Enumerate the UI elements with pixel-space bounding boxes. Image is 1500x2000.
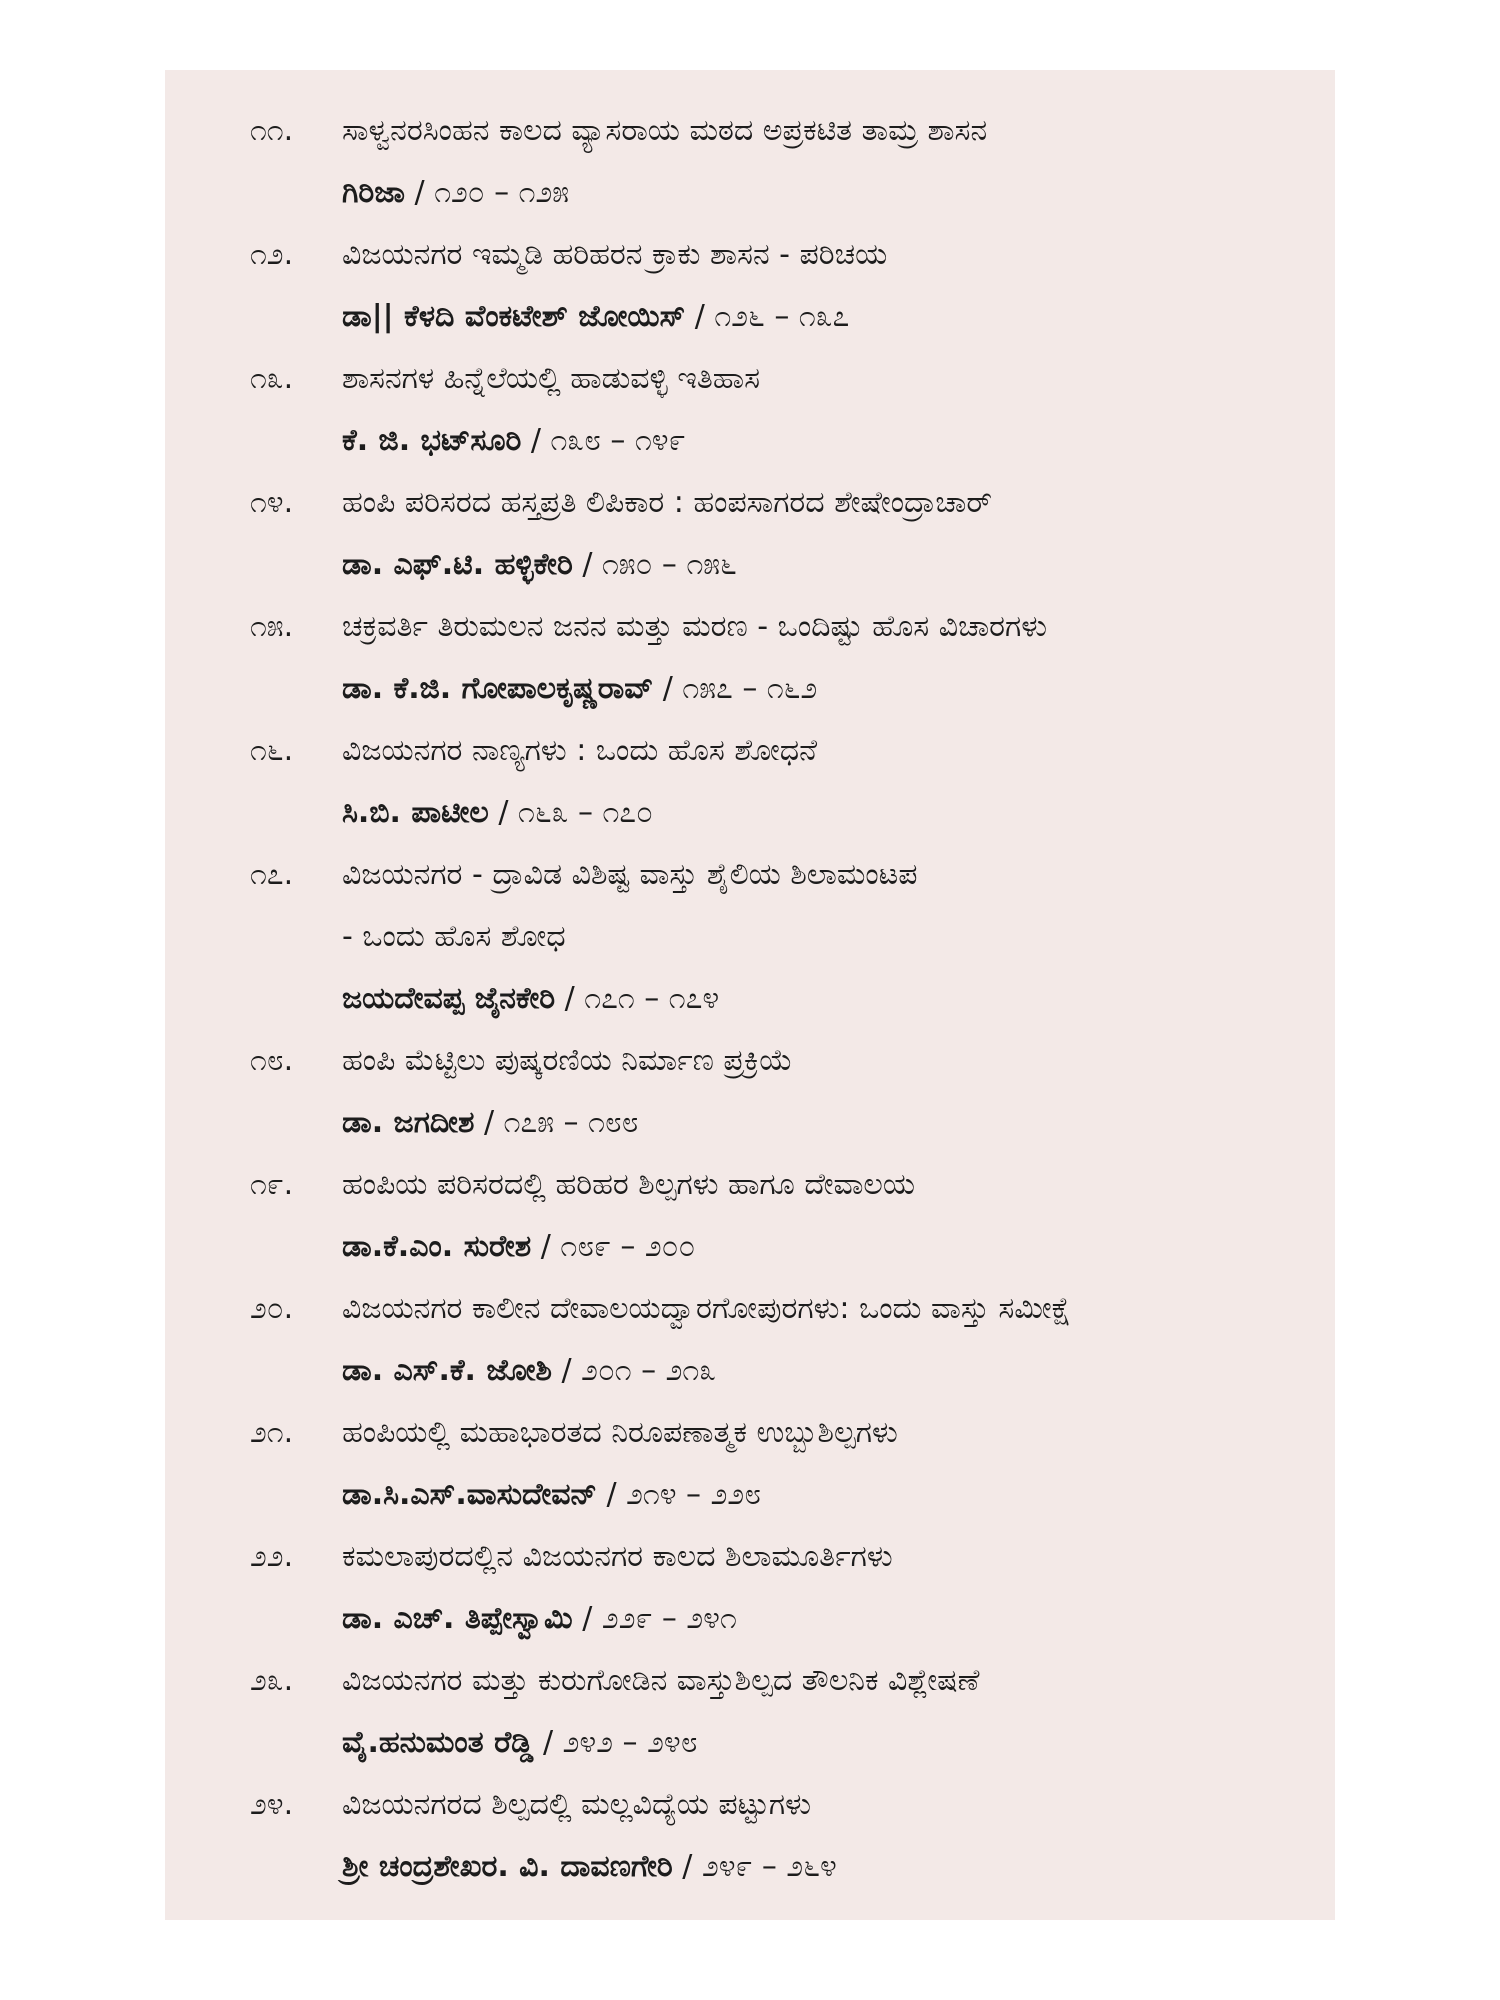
entry-number: ೧೫. [250, 609, 294, 644]
separator: / [653, 671, 683, 706]
entry-author-line [342, 658, 1310, 720]
entry-body [342, 1402, 1310, 1526]
entry-body [342, 1278, 1310, 1402]
entry-title: ಸಾಳ್ವನರಸಿಂಹನ ಕಾಲದ ವ್ಯಾಸರಾಯ ಮಠದ ಅಪ್ರಕಟಿತ ತಾಮ್ರ ಶಾಸನ [342, 113, 988, 148]
entry-body [342, 1774, 1310, 1898]
toc-entry [250, 348, 1310, 472]
entry-number: ೧೩. [250, 361, 294, 396]
entry-number: ೧೧. [250, 113, 294, 148]
entry-title: ಶಾಸನಗಳ ಹಿನ್ನೆಲೆಯಲ್ಲಿ ಹಾಡುವಳ್ಳಿ ಇತಿಹಾಸ [342, 361, 761, 396]
page-range: ೨೦೧ – ೨೧೩ [581, 1353, 717, 1388]
entry-title: ಹಂಪಿಯ ಪರಿಸರದಲ್ಲಿ ಹರಿಹರ ಶಿಲ್ಪಗಳು ಹಾಗೂ ದೇವಾಲಯ [342, 1167, 915, 1202]
page-range: ೧೬೩ – ೧೭೦ [518, 795, 653, 830]
entry-body [342, 100, 1310, 224]
entry-body [342, 1154, 1310, 1278]
entry-title: ವಿಜಯನಗರ ಕಾಲೀನ ದೇವಾಲಯದ್ವಾರಗೋಪುರಗಳು: ಒಂದು ವಾಸ್ತು ಸಮೀಕ್ಷೆ [342, 1291, 1071, 1326]
separator: / [405, 175, 435, 210]
entry-title: ವಿಜಯನಗರ - ದ್ರಾವಿಡ ವಿಶಿಷ್ಟ ವಾಸ್ತು ಶೈಲಿಯ ಶಿಲಾಮಂಟಪ [342, 857, 918, 892]
separator: / [672, 1849, 702, 1884]
entry-author-line [342, 1464, 1310, 1526]
separator: / [555, 981, 585, 1016]
author-name: ಡಾ. ಎಚ್. ತಿಪ್ಪೇಸ್ವಾಮಿ [342, 1601, 573, 1636]
author-name: ವೈ.ಹನುಮಂತ ರೆಡ್ಡಿ [342, 1725, 534, 1760]
entry-title: ಚಕ್ರವರ್ತಿ ತಿರುಮಲನ ಜನನ ಮತ್ತು ಮರಣ - ಒಂದಿಷ್ಟು ಹೊಸ ವಿಚಾರಗಳು [342, 609, 1048, 644]
entry-body [342, 348, 1310, 472]
entry-body [342, 844, 1310, 1030]
author-name: ಡಾ|| ಕೆಳದಿ ವೆಂಕಟೇಶ್ ಜೋಯಿಸ್ [342, 299, 686, 334]
toc-entry [250, 844, 1310, 1030]
separator: / [531, 1229, 561, 1264]
entry-title: ಹಂಪಿಯಲ್ಲಿ ಮಹಾಭಾರತದ ನಿರೂಪಣಾತ್ಮಕ ಉಬ್ಬುಶಿಲ್ಪಗಳು [342, 1415, 898, 1450]
separator: / [474, 1105, 504, 1140]
entry-author-line [342, 968, 1310, 1030]
entry-title: ಕಮಲಾಪುರದಲ್ಲಿನ ವಿಜಯನಗರ ಕಾಲದ ಶಿಲಾಮೂರ್ತಿಗಳು [342, 1539, 893, 1574]
entry-author-line [342, 410, 1310, 472]
author-name: ಗಿರಿಜಾ [342, 175, 405, 210]
author-name: ಡಾ. ಎಸ್.ಕೆ. ಜೋಶಿ [342, 1353, 552, 1388]
entry-body [342, 1526, 1310, 1650]
entry-number: ೨೩. [250, 1663, 294, 1698]
page-range: ೨೧೪ – ೨೨೮ [626, 1477, 761, 1512]
author-name: ಡಾ. ಕೆ.ಜಿ. ಗೋಪಾಲಕೃಷ್ಣರಾವ್ [342, 671, 654, 706]
entry-author-line [342, 1712, 1310, 1774]
entry-number: ೧೬. [250, 733, 294, 768]
page-range: ೧೨೦ – ೧೨೫ [434, 175, 570, 210]
entry-number: ೧೮. [250, 1043, 294, 1078]
entry-title: ಹಂಪಿ ಪರಿಸರದ ಹಸ್ತಪ್ರತಿ ಲಿಪಿಕಾರ : ಹಂಪಸಾಗರದ ಶೇಷೇಂದ್ರಾಚಾರ್ [342, 485, 992, 520]
entry-number: ೨೪. [250, 1787, 294, 1822]
entry-number: ೨೨. [250, 1539, 294, 1574]
toc-entry [250, 720, 1310, 844]
entry-body [342, 1650, 1310, 1774]
separator: / [488, 795, 519, 830]
separator: / [533, 1725, 563, 1760]
toc-entry [250, 596, 1310, 720]
entry-author-line [342, 1216, 1310, 1278]
page-range: ೧೫೦ – ೧೫೬ [601, 547, 737, 582]
author-name: ಡಾ.ಕೆ.ಎಂ. ಸುರೇಶ [342, 1229, 532, 1264]
entry-body [342, 224, 1310, 348]
separator: / [596, 1477, 627, 1512]
toc-entry [250, 224, 1310, 348]
toc-entry [250, 100, 1310, 224]
separator: / [572, 1601, 602, 1636]
entry-body [342, 720, 1310, 844]
author-name: ಜಯದೇವಪ್ಪ ಜೈನಕೇರಿ [342, 981, 556, 1016]
author-name: ಸಿ.ಬಿ. ಪಾಟೀಲ [342, 795, 489, 830]
entry-title: ಹಂಪಿ ಮೆಟ್ಟಿಲು ಪುಷ್ಕರಣಿಯ ನಿರ್ಮಾಣ ಪ್ರಕ್ರಿಯೆ [342, 1043, 793, 1078]
author-name: ಡಾ. ಜಗದೀಶ [342, 1105, 475, 1140]
separator: / [551, 1353, 582, 1388]
toc-entry [250, 1030, 1310, 1154]
entry-author-line [342, 1340, 1310, 1402]
entry-author-line [342, 162, 1310, 224]
entry-title: ವಿಜಯನಗರ ನಾಣ್ಯಗಳು : ಒಂದು ಹೊಸ ಶೋಧನೆ [342, 733, 818, 768]
entry-title: - ಒಂದು ಹೊಸ ಶೋಧ [342, 919, 566, 954]
author-name: ಡಾ.ಸಿ.ಎಸ್.ವಾಸುದೇವನ್ [342, 1477, 597, 1512]
entry-body [342, 472, 1310, 596]
page-range: ೧೩೮ – ೧೪೯ [550, 423, 686, 458]
entry-author-line [342, 1836, 1310, 1898]
toc-entry [250, 1154, 1310, 1278]
entry-author-line [342, 286, 1310, 348]
page-range: ೨೪೨ – ೨೪೮ [562, 1725, 698, 1760]
separator: / [685, 299, 715, 334]
page-range: ೧೨೬ – ೧೩೭ [714, 299, 850, 334]
page-range: ೨೨೯ – ೨೪೧ [601, 1601, 737, 1636]
entry-title: ವಿಜಯನಗರ ಮತ್ತು ಕುರುಗೋಡಿನ ವಾಸ್ತುಶಿಲ್ಪದ ತೌಲನಿಕ ವಿಶ್ಲೇಷಣೆ [342, 1663, 980, 1698]
entry-title: ವಿಜಯನಗರ ಇಮ್ಮಡಿ ಹರಿಹರನ ಕ್ರಾಕು ಶಾಸನ - ಪರಿಚಯ [342, 237, 888, 272]
entry-number: ೧೭. [250, 857, 294, 892]
toc-entry [250, 1774, 1310, 1898]
entry-title: ವಿಜಯನಗರದ ಶಿಲ್ಪದಲ್ಲಿ ಮಲ್ಲವಿದ್ಯೆಯ ಪಟ್ಟುಗಳು [342, 1787, 811, 1822]
entry-body [342, 596, 1310, 720]
toc-entry [250, 1402, 1310, 1526]
page-range: ೧೫೭ – ೧೬೨ [682, 671, 818, 706]
author-name: ಕೆ. ಜಿ. ಭಟ್‌ಸೂರಿ [342, 423, 522, 458]
toc-entry [250, 1526, 1310, 1650]
separator: / [521, 423, 551, 458]
scanned-page [165, 70, 1335, 1920]
entry-author-line [342, 782, 1310, 844]
entry-number: ೧೪. [250, 485, 294, 520]
page-range: ೧೮೯ – ೨೦೦ [560, 1229, 696, 1264]
table-of-contents [250, 100, 1310, 1898]
toc-entry [250, 1278, 1310, 1402]
entry-author-line [342, 1588, 1310, 1650]
author-name: ಡಾ. ಎಫ್.ಟಿ. ಹಳ್ಳಿಕೇರಿ [342, 547, 573, 582]
entry-number: ೧೨. [250, 237, 294, 272]
entry-number: ೨೧. [250, 1415, 294, 1450]
page-range: ೨೪೯ – ೨೬೪ [701, 1849, 837, 1884]
author-name: ಶ್ರೀ ಚಂದ್ರಶೇಖರ. ವಿ. ದಾವಣಗೇರಿ [342, 1849, 673, 1884]
entry-body [342, 1030, 1310, 1154]
page-range: ೧೭೧ – ೧೭೪ [584, 981, 720, 1016]
toc-entry [250, 1650, 1310, 1774]
toc-entry [250, 472, 1310, 596]
page-range: ೧೭೫ – ೧೮೮ [503, 1105, 639, 1140]
entry-number: ೨೦. [250, 1291, 294, 1326]
entry-author-line [342, 534, 1310, 596]
entry-author-line [342, 1092, 1310, 1154]
entry-number: ೧೯. [250, 1167, 294, 1202]
separator: / [572, 547, 602, 582]
